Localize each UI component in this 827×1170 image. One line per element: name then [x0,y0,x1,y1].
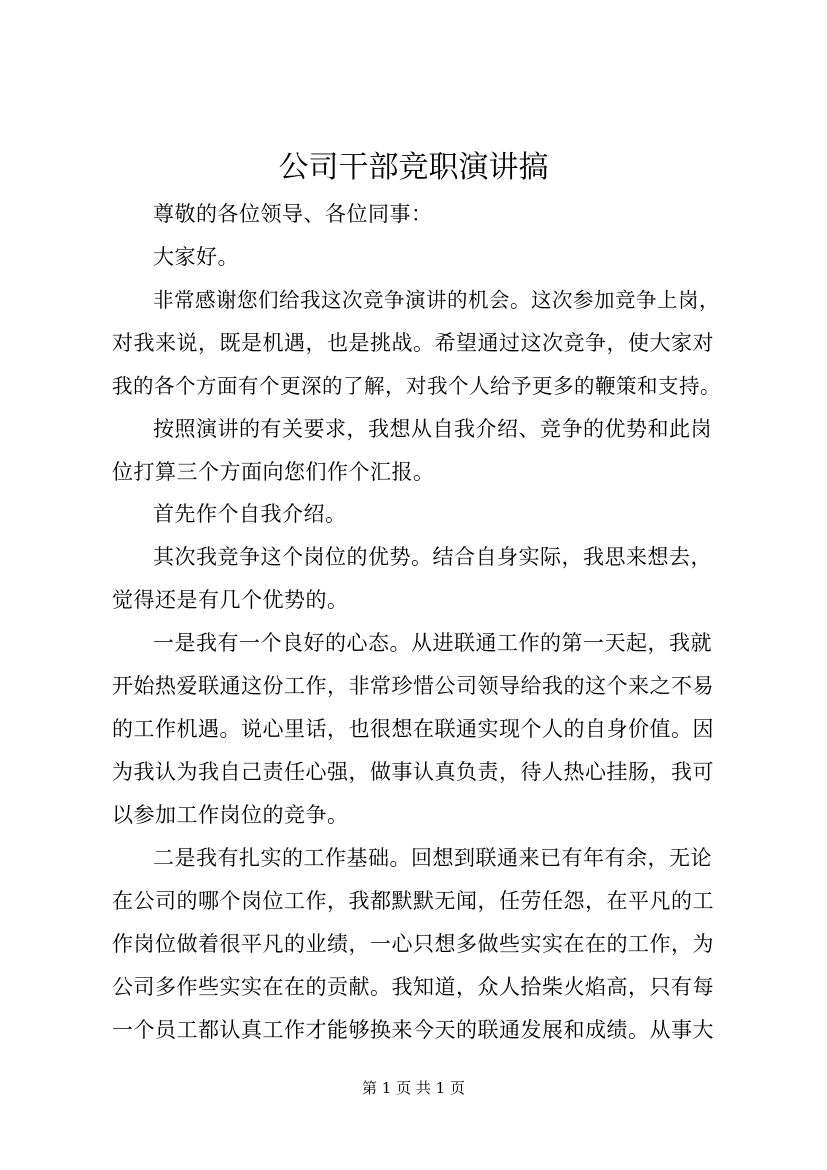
text-line: 的工作机遇。说心里话，也很想在联通实现个人的自身价值。因 [112,717,714,741]
text-line: 我的各个方面有个更深的了解，对我个人给予更多的鞭策和支持。 [112,374,721,398]
text-line: 非常感谢您们给我这次竞争演讲的机会。这次参加竞争上岗， [153,288,720,312]
text-line: 对我来说，既是机遇，也是挑战。希望通过这次竞争，使大家对 [112,331,714,355]
text-line: 首先作个自我介绍。 [153,502,347,526]
text-line: 公司多作些实实在在的贡献。我知道，众人拾柴火焰高，只有每 [112,975,714,999]
text-line: 一是我有一个良好的心态。从进联通工作的第一天起，我就 [153,631,712,655]
text-line: 以参加工作岗位的竞争。 [112,803,349,827]
document-title: 公司干部竞职演讲搞 [278,150,549,185]
text-line: 觉得还是有几个优势的。 [112,588,349,612]
text-line: 位打算三个方面向您们作个汇报。 [112,460,435,484]
text-line: 一个员工都认真工作才能够换来今天的联通发展和成绩。从事大 [112,1018,714,1042]
page-number-footer: 第 1 页 共 1 页 [362,1079,465,1097]
text-line: 开始热爱联通这份工作，非常珍惜公司领导给我的这个来之不易 [112,674,714,698]
text-line: 其次我竞争这个岗位的优势。结合自身实际，我思来想去， [153,545,712,569]
text-line: 作岗位做着很平凡的业绩，一心只想多做些实实在在的工作，为 [112,932,714,956]
text-line: 为我认为我自己责任心强，做事认真负责，待人热心挂肠，我可 [112,760,714,784]
text-line: 在公司的哪个岗位工作，我都默默无闻，任劳任怨，在平凡的工 [112,889,714,913]
text-line: 二是我有扎实的工作基础。回想到联通来已有年有余，无论 [153,846,712,870]
text-line: 按照演讲的有关要求，我想从自我介绍、竞争的优势和此岗 [153,417,712,441]
text-line-salutation: 尊敬的各位领导、各位同事： [153,202,433,226]
text-line-greeting: 大家好。 [153,245,239,269]
